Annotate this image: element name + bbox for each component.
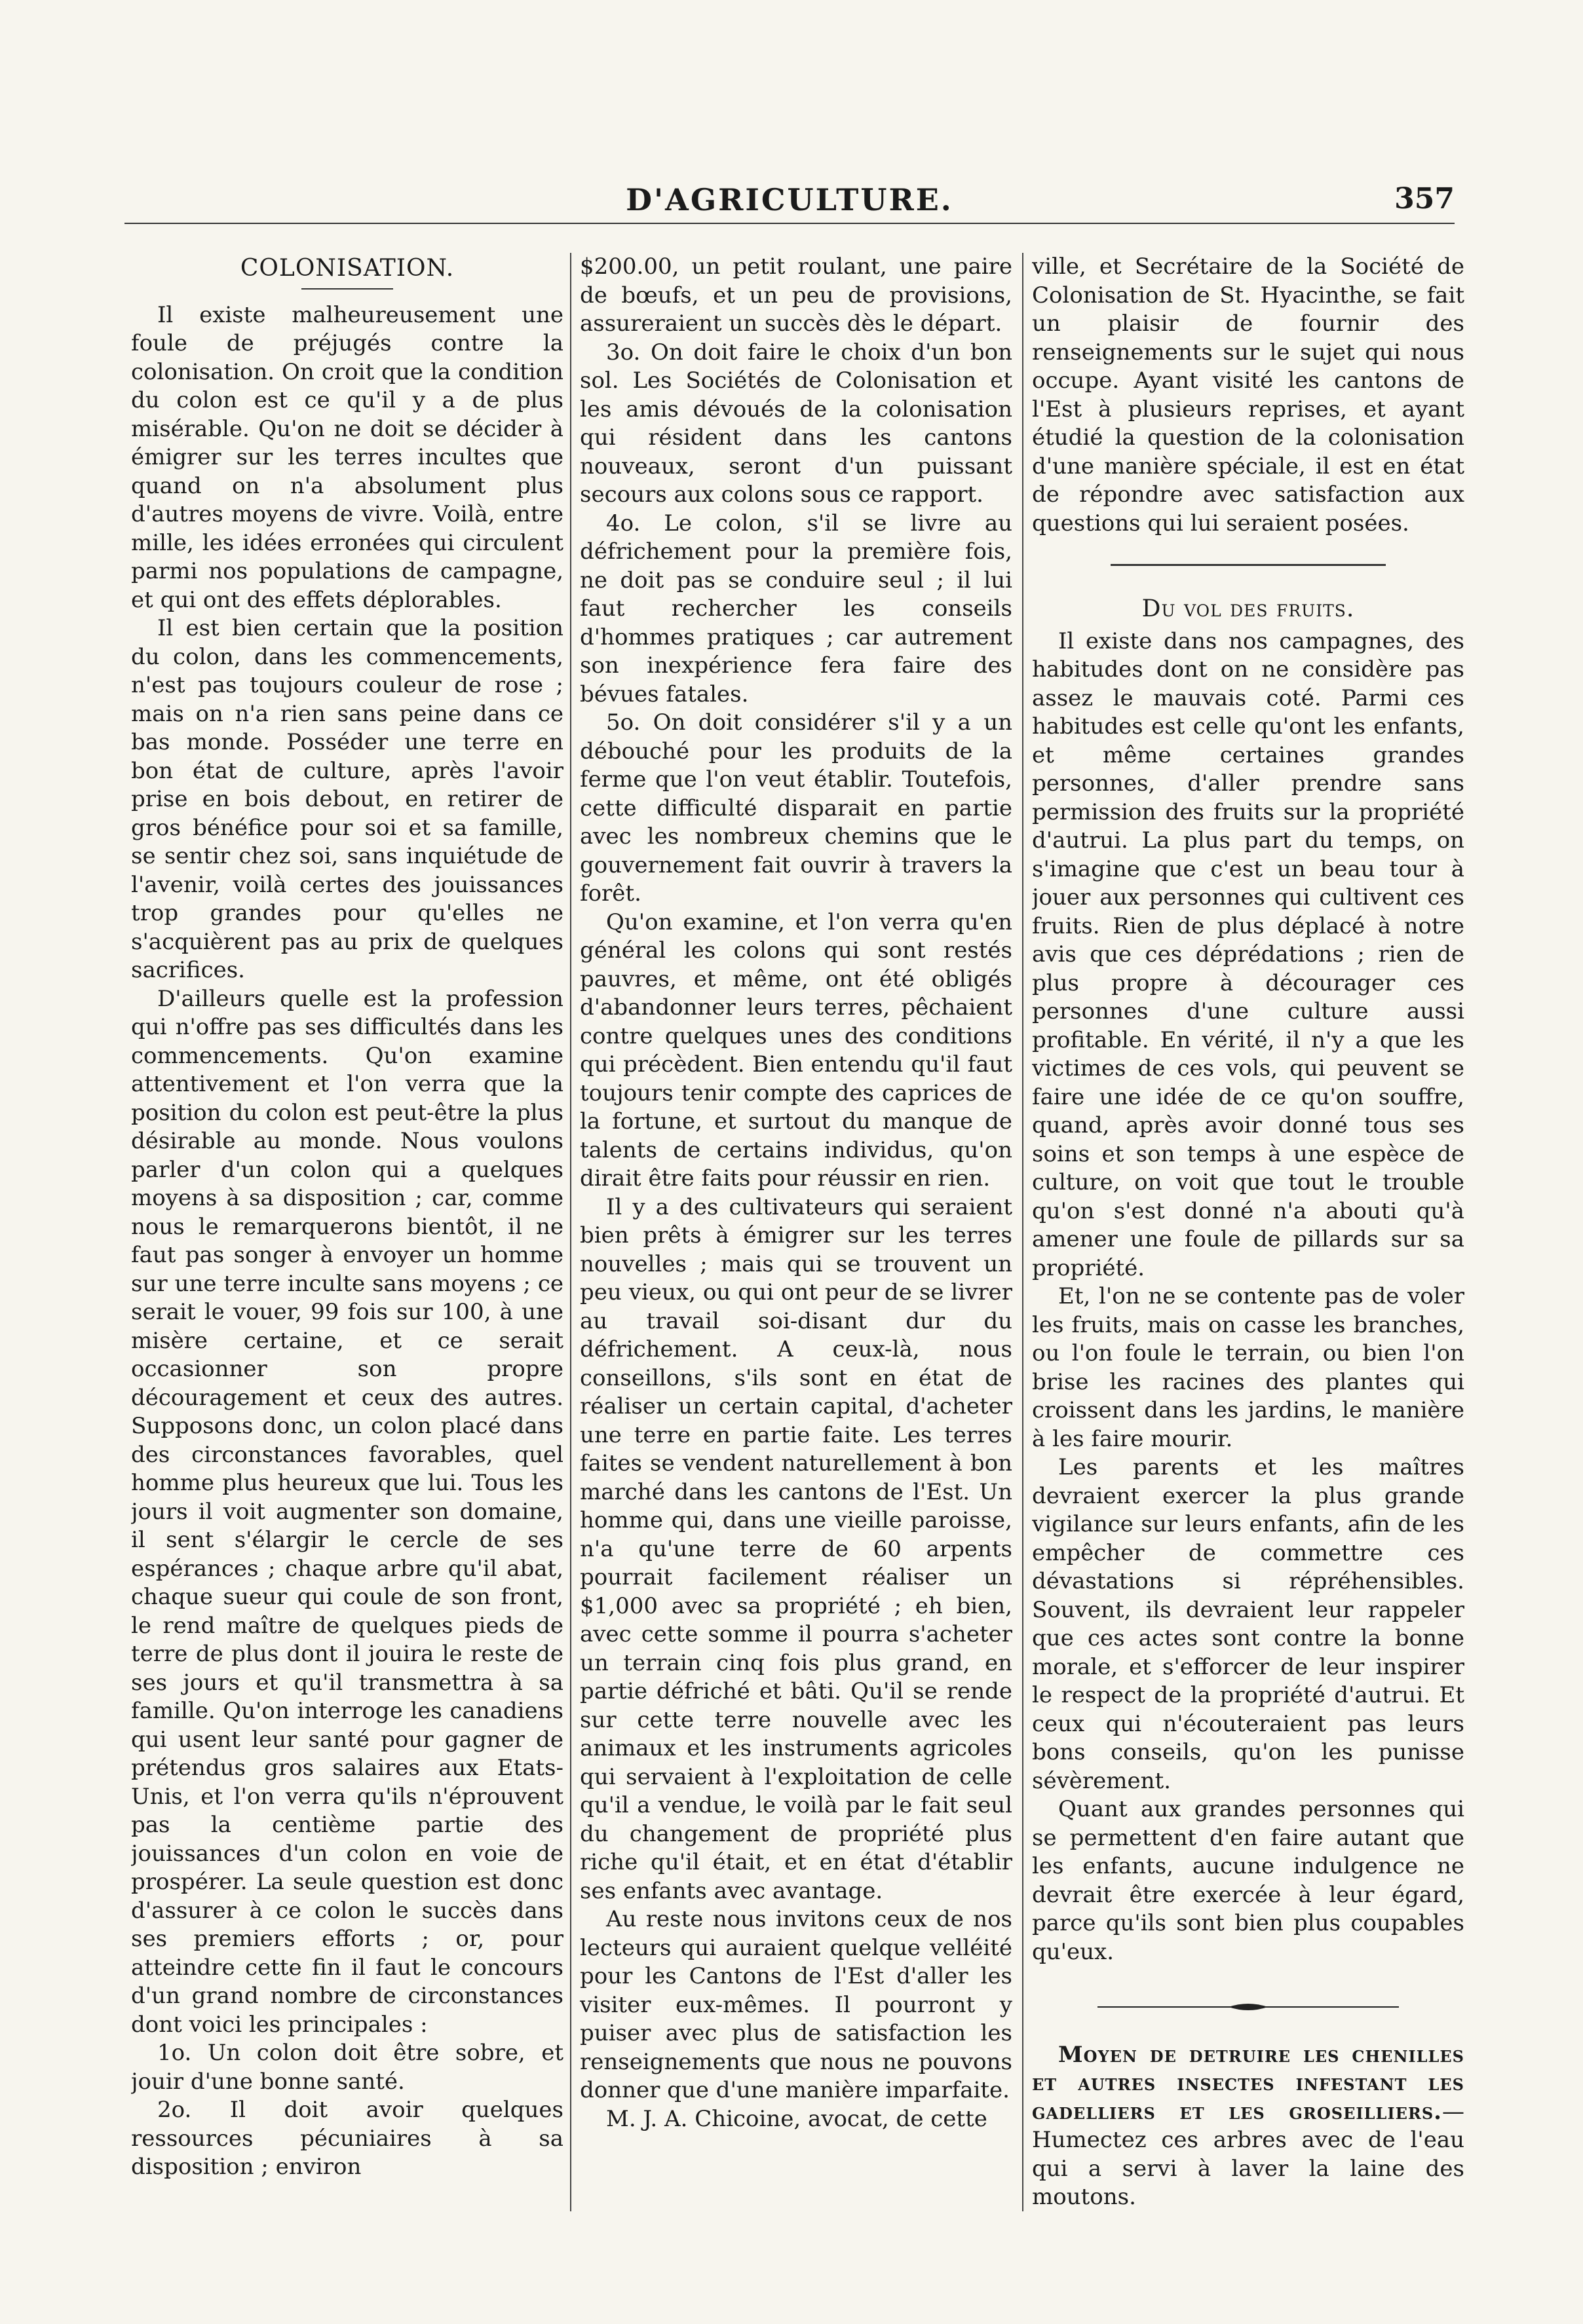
- paragraph: Les parents et les maîtres devraient exercer la plus grande vigilance sur leurs enfants, afin de les empêcher de commettre ces dévastations si répréhensibles. Souvent, ils devraient leur rappeler que ces actes sont contre la bonne morale, et s'efforcer de leur inspirer le respect de la propriété d'autrui. Et ceux qui n'écouteraient pas leurs bons conseils, qu'on les punisse sévèrement.: [1032, 1454, 1464, 1794]
- header-rule: [124, 223, 1455, 224]
- page-number: 357: [1394, 182, 1455, 216]
- ornament-icon: [1097, 2000, 1399, 2014]
- heading-rule: [301, 288, 393, 290]
- section-rule: [1111, 564, 1386, 566]
- column-rule: [1022, 253, 1023, 2211]
- paragraph: M. J. A. Chicoine, avocat, de cette: [606, 2105, 987, 2132]
- page-header: [124, 182, 1455, 228]
- paragraph: Il existe dans nos campagnes, des habitudes dont on ne considère pas assez le mauvais coté. Parmi ces habitudes est celle qu'ont les enfants, et même certaines grandes personnes, d'aller prendre sans permission des fruits sur la propriété d'autrui. La plus part du temps, on s'imagine que c'est un beau tour à jouer aux personnes qui cultivent ces fruits. Rien de plus déplacé à notre avis que ces déprédations ; rien de plus propre à décourager ces personnes d'une culture aussi profitable. En vérité, il n'y a que les victimes de ces vols, qui peuvent se faire une idée de ce qu'on souffre, quand, après avoir donné tous ses soins et son temps à une espèce de culture, on voit que tout le trouble qu'on s'est donné n'a abouti qu'à amener une foule de pillards sur sa propriété.: [1032, 628, 1464, 1281]
- paragraph: ville, et Secrétaire de la Société de Colonisation de St. Hyacinthe, se fait un plaisir de fournir des renseignements sur le sujet qui nous occupe. Ayant visité les cantons de l'Est à plusieurs reprises, et ayant étudié la question de la colonisation d'une manière spéciale, il est en état de répondre avec satisfaction aux questions qui lui seraient posées.: [1032, 253, 1464, 536]
- article-heading-vol-des-fruits: Du vol des fruits.: [1141, 595, 1355, 622]
- paragraph: 3o. On doit faire le choix d'un bon sol. Les Sociétés de Colonisation et les amis dévoués de la colonisation qui résident dans les cantons nouveaux, seront d'un puissant secours aux colons sous ce rapport.: [580, 339, 1012, 508]
- paragraph: Qu'on examine, et l'on verra qu'en général les colons qui sont restés pauvres, et même, ont été obligés d'abandonner leurs terres, pêchaient contre quelques unes des conditions qui précèdent. Bien entendu qu'il faut toujours tenir compte des caprices de la fortune, et surtout du manque de talents de certains individus, qu'on dirait être faits pour réussir en rien.: [580, 909, 1012, 1191]
- paragraph: 4o. Le colon, s'il se livre au défrichement pour la première fois, ne doit pas se conduire seul ; il lui faut rechercher les conseils d'hommes pratiques ; car autrement son inexpérience fera faire des bévues fatales.: [580, 510, 1012, 707]
- column-2: [580, 253, 1012, 2218]
- column-3: [1032, 253, 1464, 2218]
- paragraph: Et, l'on ne se contente pas de voler les fruits, mais on casse les branches, ou l'on foule le terrain, ou bien l'on brise les racines des plantes qui croissent dans les jardins, le manière à les faire mourir.: [1032, 1283, 1464, 1452]
- paragraph: 2o. Il doit avoir quelques ressources pécuniaires à sa disposition ; environ: [131, 2097, 563, 2180]
- paragraph: Au reste nous invitons ceux de nos lecteurs qui auraient quelque velléité pour les Cantons de l'Est d'aller les visiter eux-mêmes. Il pourront y puiser avec plus de satisfaction les renseignements que nous ne pouvons donner que d'une manière imparfaite.: [580, 1906, 1012, 2103]
- running-title: D'AGRICULTURE.: [626, 182, 953, 217]
- paragraph: 5o. On doit considérer s'il y a un débouché pour les produits de la ferme que l'on veut établir. Toutefois, cette difficulté disparait en partie avec les nombreux chemins que le gouvernement fait ouvrir à travers la forêt.: [580, 709, 1012, 907]
- paragraph: Il est bien certain que la position du colon, dans les commencements, n'est pas toujours couleur de rose ; mais on n'a rien sans peine dans ce bas monde. Posséder une terre en bon état de culture, après l'avoir prise en bois debout, en retirer de gros bénéfice pour soi et sa famille, se sentir chez soi, sans inquiétude de l'avenir, voilà certes des jouissances trop grandes pour qu'elles ne s'acquièrent pas au prix de quelques sacrifices.: [131, 615, 563, 983]
- paragraph: Il y a des cultivateurs qui seraient bien prêts à émigrer sur les terres nouvelles ; mais qui se trouvent un peu vieux, ou qui ont peur de se livrer au travail soi-disant dur du défrichement. A ceux-là, nous conseillons, s'ils sont en état de réaliser un certain capital, d'acheter une terre en partie faite. Les terres faites se vendent naturellement à bon marché dans les cantons de l'Est. Un homme qui, dans une vieille paroisse, n'a qu'une terre de 60 arpents pourrait facilement réaliser un $1,000 avec sa propriété ; eh bien, avec cette somme il pourra s'acheter un terrain cinq fois plus grand, en partie défriché et bâti. Qu'il se rende sur cette terre nouvelle avec les animaux et les instruments agricoles qui servaient à l'exploitation de celle qu'il a vendue, le voilà par le fait seul du changement de propriété plus riche qu'il était, et en état d'établir ses enfants avec avantage.: [580, 1193, 1012, 1904]
- article-heading-colonisation: COLONISATION.: [240, 255, 455, 282]
- ornamental-rule: [1032, 1993, 1464, 2021]
- paragraph: 1o. Un colon doit être sobre, et jouir d'une bonne santé.: [131, 2040, 563, 2095]
- paragraph: [1032, 2041, 1464, 2212]
- paragraph: D'ailleurs quelle est la profession qui n'offre pas ses difficultés dans les commencements. Qu'on examine attentivement et l'on verra que la position du colon est peut-être la plus désirable au monde. Nous voulons parler d'un colon qui a quelques moyens à sa disposition ; car, comme nous le remarquerons bientôt, il ne faut pas songer à envoyer un homme sur une terre inculte sans moyens ; ce serait le vouer, 99 fois sur 100, à une misère certaine, et ce serait occasionner son propre découragement et ceux des autres. Supposons donc, un colon placé dans des circonstances favorables, quel homme plus heureux que lui. Tous les jours il voit augmenter son domaine, il sent s'élargir le cercle de ses espérances ; chaque arbre qu'il abat, chaque sueur qui coule de son front, le rend maître de quelques pieds de terre de plus dont il jouira le reste de ses jours et qu'il transmettra à sa famille. Qu'on interroge les canadiens qui usent leur santé pour gagner de prétendus gros salaires aux Etats-Unis, et l'on verra qu'ils n'éprouvent pas la centième partie des jouissances d'un colon en voie de prospérer. La seule question est donc d'assurer à ce colon le succès dans ses premiers efforts ; or, pour atteindre cette fin il faut le concours d'un grand nombre de circonstances dont voici les principales :: [131, 985, 563, 2038]
- article-heading-chenilles: Moyen de detruire les chenilles et autres insectes infestant les gadelliers et les groseilliers.: [1032, 2041, 1464, 2125]
- column-1: [131, 253, 563, 2218]
- paragraph: Il existe malheureusement une foule de préjugés contre la colonisation. On croit que la condition du colon est ce qu'il y a de plus misérable. Qu'on ne doit se décider à émigrer sur les terres incultes que quand on n'a absolument plus d'autres moyens de vivre. Voilà, entre mille, les idées erronées qui circulent parmi nos populations de campagne, et qui ont des effets déplorables.: [131, 301, 563, 613]
- column-rule: [570, 253, 571, 2211]
- final-text: —Humectez ces arbres avec de l'eau qui a servi à laver la laine des moutons.: [1032, 2098, 1464, 2210]
- paragraph: Quant aux grandes personnes qui se permettent d'en faire autant que les enfants, aucune indulgence ne devrait être exercée à leur égard, parce qu'ils sont bien plus coupables qu'eux.: [1032, 1796, 1464, 1965]
- paragraph: $200.00, un petit roulant, une paire de bœufs, et un peu de provisions, assureraient un succès dès le départ.: [580, 253, 1012, 337]
